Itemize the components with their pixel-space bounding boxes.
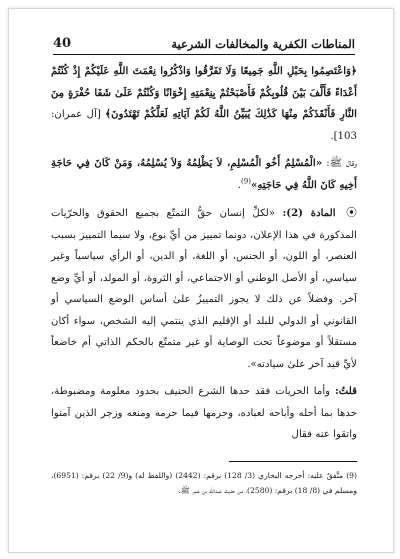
- hadith-text: «الْمُسْلِمُ أَخُو الْمُسْلِمِ، لاَ يَظْلِمُهُ وَلاَ يُسْلِمُهُ، وَمَنْ كَانَ فِي حَاجَةِ أَخِيهِ كَانَ اللَّهُ فِي حَاجَتِهِ»: [51, 157, 357, 191]
- hadith-paragraph: [51, 153, 357, 196]
- commentary-text: وأما الحريات فقد حدها الشرع الحنيف بحدود معلومة ومضبوطة، حدها بما أحله وأباحه لعباده، وحرمها فيما حرمه ومنعه وزجر الذين آمنوا واتقوا عنه فقال: [51, 386, 357, 440]
- footnote-marker[interactable]: (9): [241, 177, 251, 186]
- page-number: 40: [53, 36, 72, 51]
- page-header: [53, 31, 355, 55]
- commentary-label: قلتُ:: [334, 385, 357, 397]
- commentary-paragraph: [51, 381, 357, 446]
- footnote-divider: [229, 461, 357, 462]
- article-paragraph: [51, 202, 357, 375]
- quran-verse: ﴿وَاعْتَصِمُوا بِحَبْلِ اللَّهِ جَمِيعًا وَلَا تَفَرَّقُوا وَاذْكُرُوا نِعْمَتَ اللَّهِ عَلَيْكُمْ إِذْ كُنْتُمْ أَعْدَاءً فَأَلَّفَ بَيْنَ قُلُوبِكُمْ فَأَصْبَحْتُمْ بِنِعْمَتِهِ إِخْوَانًا وَكُنْتُمْ عَلَىٰ شَفَا حُفْرَةٍ مِنَ النَّارِ فَأَنْقَذَكُمْ مِنْهَا كَذَٰلِكَ يُبَيِّنُ اللَّهُ لَكُمْ آيَاتِهِ لَعَلَّكُمْ تَهْتَدُونَ﴾: [51, 65, 357, 120]
- document-page: [8, 8, 394, 553]
- article-label: المادة (2):: [282, 207, 336, 219]
- hadith-intro: وقال ﷺ:: [326, 158, 357, 169]
- footnotes-section: [51, 461, 357, 498]
- bullet-circle-icon: ⦿: [345, 206, 357, 219]
- quran-paragraph: [51, 61, 357, 147]
- hadith-end: .: [237, 179, 242, 191]
- running-title: المناطات الكفرية والمخالفات الشرعية: [171, 37, 355, 51]
- article-text: «لكلِّ إنسان حقُّ التمتّع بجميع الحقوق والحرّيات المذكورة في هذا الإعلان، دونما تمييز من أيِّ نوع، ولا سيما التمييز بسبب العنصر، أو اللون، أو الجنس، أو اللغة، أو الدين، أو الرأي سياسياً وغير سياسي، أو الأصل الوطني أو الاجتماعي، أو الثروة، أو المولد، أو أيِّ وضع آخر. وفضلاً عن ذلك لا يجوز التمييزُ علىٰ أساس الوضع السياسي أو القانوني أو الدولي للبلد أو الإقليم الذي ينتمي إليه الشخص، سواء أكان مستقلاً أو موضوعاً تحت الوصاية أو غير متمتّع بالحكم الذاتي أم خاضعاً لأيِّ قيد آخر علىٰ سيادته».: [51, 208, 357, 370]
- quran-reference: [آل عمران: 103].: [51, 109, 357, 142]
- footnote-item: (9) متَّفقٌ عليه: أخرجه البخاري (3/ 128) برقم: (2442) (واللفظ له) و(9/ 22) برقم: (6951)، ومسلم في (8/ 18) برقم: (2580)، من حديث عبدالله بن عمر ﷺ.: [51, 471, 357, 495]
